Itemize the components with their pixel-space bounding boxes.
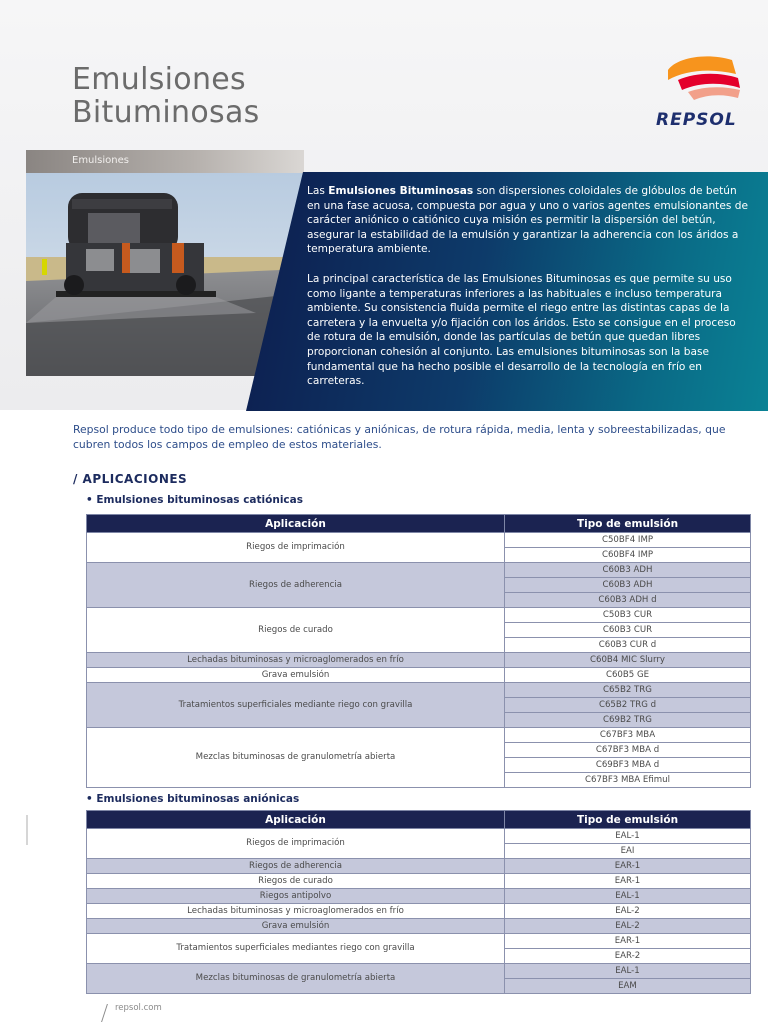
application-cell: Tratamientos superficiales mediante riego con gravilla	[87, 683, 505, 728]
emulsion-type-cell: EAR-2	[505, 949, 751, 964]
application-cell: Riegos de adherencia	[87, 859, 505, 874]
produce-paragraph: Repsol produce todo tipo de emulsiones: catiónicas y aniónicas, de rotura rápida, media, lenta y sobreestabilizadas, que cubren todos los campos de empleo de estos materiales.	[73, 423, 726, 451]
application-cell: Grava emulsión	[87, 919, 505, 934]
section-label: Emulsiones	[72, 155, 129, 166]
emulsion-type-cell: C60B5 GE	[505, 668, 751, 683]
application-cell: Tratamientos superficiales mediantes riego con gravilla	[87, 934, 505, 964]
page-title	[72, 63, 260, 129]
intro-text	[307, 184, 752, 404]
table-row	[87, 919, 751, 934]
application-cell: Mezclas bituminosas de granulometría abierta	[87, 728, 505, 788]
emulsion-type-cell: C50BF4 IMP	[505, 533, 751, 548]
title-line-1: Emulsiones	[72, 62, 246, 97]
emulsion-type-cell: C69B2 TRG	[505, 713, 751, 728]
emulsion-type-cell: C65B2 TRG	[505, 683, 751, 698]
table-row	[87, 874, 751, 889]
col-header-emulsion-type: Tipo de emulsión	[505, 515, 751, 533]
applications-heading: / APLICACIONES	[73, 472, 188, 486]
emulsion-type-cell: C60B3 CUR d	[505, 638, 751, 653]
application-cell: Riegos de imprimación	[87, 829, 505, 859]
table-row	[87, 563, 751, 578]
application-cell: Riegos antipolvo	[87, 889, 505, 904]
table-row	[87, 728, 751, 743]
table-row	[87, 668, 751, 683]
emulsion-type-cell: C60B3 ADH	[505, 578, 751, 593]
emulsion-type-cell: EAL-1	[505, 889, 751, 904]
emulsion-type-cell: EAL-1	[505, 829, 751, 844]
anionic-heading: • Emulsiones bituminosas aniónicas	[86, 793, 300, 805]
emulsion-type-cell: EAR-1	[505, 934, 751, 949]
table-row	[87, 889, 751, 904]
emulsion-type-cell: EAR-1	[505, 874, 751, 889]
emulsion-type-cell: C50B3 CUR	[505, 608, 751, 623]
application-cell: Lechadas bituminosas y microaglomerados en frío	[87, 653, 505, 668]
emulsion-type-cell: EAL-1	[505, 964, 751, 979]
col-header-application: Aplicación	[87, 515, 505, 533]
col-header-application: Aplicación	[87, 811, 505, 829]
repsol-logo-text: REPSOL	[656, 110, 737, 130]
emulsion-type-cell: EAM	[505, 979, 751, 994]
cationic-table	[86, 514, 751, 788]
table-row	[87, 964, 751, 979]
table-row	[87, 829, 751, 844]
emulsion-type-cell: C69BF3 MBA d	[505, 758, 751, 773]
margin-mark	[26, 815, 28, 845]
table-row	[87, 859, 751, 874]
anionic-table	[86, 810, 751, 994]
table-row	[87, 683, 751, 698]
title-line-2: Bituminosas	[72, 95, 260, 130]
table-row	[87, 533, 751, 548]
emulsion-type-cell: EAL-2	[505, 919, 751, 934]
emulsion-type-cell: C65B2 TRG d	[505, 698, 751, 713]
emulsion-type-cell: EAI	[505, 844, 751, 859]
footer-slash	[101, 1004, 108, 1022]
intro-bold-term: Emulsiones Bituminosas	[328, 185, 474, 197]
table-row	[87, 904, 751, 919]
application-cell: Riegos de curado	[87, 608, 505, 653]
application-cell: Mezclas bituminosas de granulometría abierta	[87, 964, 505, 994]
emulsion-type-cell: C67BF3 MBA d	[505, 743, 751, 758]
application-cell: Riegos de curado	[87, 874, 505, 889]
table-row	[87, 608, 751, 623]
repsol-logo-icon	[650, 50, 756, 110]
repsol-logo	[650, 50, 756, 134]
emulsion-type-cell: EAR-1	[505, 859, 751, 874]
emulsion-type-cell: C60B3 ADH d	[505, 593, 751, 608]
col-header-emulsion-type: Tipo de emulsión	[505, 811, 751, 829]
emulsion-type-cell: C60B3 CUR	[505, 623, 751, 638]
application-cell: Grava emulsión	[87, 668, 505, 683]
intro-paragraph-1: Las Emulsiones Bituminosas son dispersiones coloidales de glóbulos de betún en una fase acuosa, compuesta por agua y uno o varios agentes emulsionantes de carácter aniónico o catiónico cuya misión es permitir la dispersión del betún, asegurar la estabilidad de la emulsión y garantizar la adherencia con los áridos a temperatura ambiente.	[307, 185, 748, 256]
intro-paragraph-2: La principal característica de las Emulsiones Bituminosas es que permite su uso como ligante a temperaturas inferiores a las habituales e incluso temperatura ambiente. Su consistencia fluida permite el riego entre las distintas capas de la carretera y la envuelta y/o fijación con los áridos. Esto se consigue en el proceso de rotura de la emulsión, donde las partículas de betún que quedan libres proporcionan cohesión al conjunto. Las emulsiones bituminosas son la base fundamental que ha hecho posible el desarrollo de la tecnología en frío en carreteras.	[307, 272, 736, 388]
footer-url: repsol.com	[115, 1003, 162, 1013]
table-row	[87, 934, 751, 949]
section-bar	[26, 150, 304, 173]
application-cell: Lechadas bituminosas y microaglomerados en frío	[87, 904, 505, 919]
emulsion-type-cell: C60B4 MIC Slurry	[505, 653, 751, 668]
application-cell: Riegos de imprimación	[87, 533, 505, 563]
emulsion-type-cell: C60BF4 IMP	[505, 548, 751, 563]
application-cell: Riegos de adherencia	[87, 563, 505, 608]
table-row	[87, 653, 751, 668]
emulsion-type-cell: C67BF3 MBA Efimul	[505, 773, 751, 788]
cationic-heading: • Emulsiones bituminosas catiónicas	[86, 494, 303, 506]
emulsion-type-cell: C67BF3 MBA	[505, 728, 751, 743]
emulsion-type-cell: EAL-2	[505, 904, 751, 919]
emulsion-type-cell: C60B3 ADH	[505, 563, 751, 578]
